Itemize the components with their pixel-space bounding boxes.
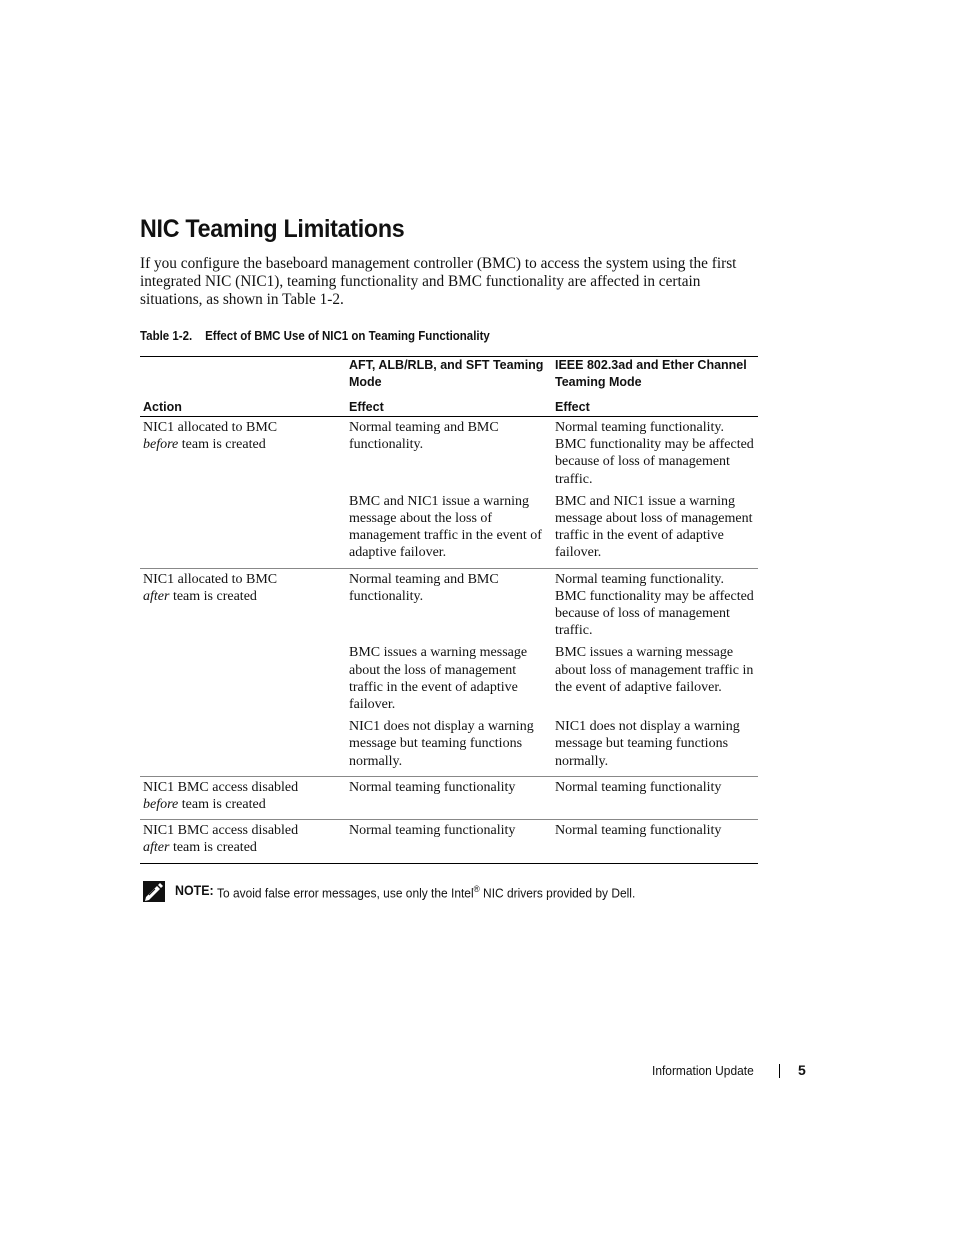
table-header-row	[140, 357, 758, 417]
action-emphasis: after	[143, 588, 170, 604]
action-cell	[140, 568, 346, 639]
note-label: NOTE:	[175, 883, 214, 898]
note-text	[217, 884, 635, 900]
action-cell	[140, 488, 346, 568]
aft-effect-cell: Normal teaming and BMC functionality.	[349, 420, 499, 453]
registered-mark: ®	[473, 884, 480, 894]
action-cell	[140, 776, 346, 819]
table-row	[140, 639, 758, 713]
intro-paragraph: If you configure the baseboard management controller (BMC) to access the system using the first integrated NIC (NIC1), teaming functionality and BMC functionality are affected in certain situations, as shown in Table 1-2.	[140, 255, 737, 309]
action-cell	[140, 713, 346, 776]
action-suffix: team is created	[178, 437, 266, 453]
table-row	[140, 820, 758, 863]
page-number: 5	[798, 1062, 806, 1078]
header-aft-effect-label: Effect	[349, 400, 384, 414]
ieee-effect-cell: Normal teaming functionality. BMC functionality may be affected because of loss of management traffic.	[555, 571, 754, 639]
pencil-note-icon	[143, 881, 165, 902]
section-title: NIC Teaming Limitations	[140, 215, 405, 243]
header-action-label: Action	[143, 400, 182, 414]
action-prefix: NIC1 allocated to BMC	[143, 571, 278, 587]
aft-effect-cell: NIC1 does not display a warning message but teaming functions normally.	[346, 713, 552, 776]
table-row	[140, 488, 758, 568]
action-prefix: NIC1 BMC access disabled	[143, 823, 299, 839]
ieee-effect-cell: BMC and NIC1 issue a warning message about loss of management traffic in the event of adaptive failover.	[552, 488, 758, 568]
action-suffix: team is created	[169, 840, 257, 856]
aft-effect-cell: Normal teaming functionality	[346, 776, 552, 819]
action-emphasis: after	[143, 840, 170, 856]
header-ieee-mode	[552, 357, 758, 417]
action-prefix: NIC1 BMC access disabled	[143, 779, 299, 795]
aft-effect-cell: Normal teaming and BMC functionality.	[349, 571, 499, 604]
action-cell	[140, 639, 346, 713]
ieee-effect-cell: Normal teaming functionality	[552, 776, 758, 819]
ieee-effect-cell: BMC issues a warning message about loss of management traffic in the event of adaptive failover.	[555, 645, 754, 695]
teaming-effects-table	[140, 356, 758, 864]
aft-effect-cell: BMC and NIC1 issue a warning message about the loss of management traffic in the event of adaptive failover.	[346, 488, 552, 568]
action-emphasis: before	[143, 437, 179, 453]
header-aft-mode	[346, 357, 552, 417]
aft-effect-cell: Normal teaming functionality	[349, 823, 516, 839]
note-text-before: To avoid false error messages, use only the Intel	[217, 885, 474, 901]
action-cell	[140, 417, 346, 488]
table-caption	[140, 329, 490, 343]
ieee-effect-cell: Normal teaming functionality	[555, 823, 722, 839]
footer-separator	[779, 1064, 780, 1078]
table-body	[140, 417, 758, 864]
table-row	[140, 776, 758, 819]
table-caption-title: Effect of BMC Use of NIC1 on Teaming Functionality	[205, 329, 490, 343]
action-prefix: NIC1 allocated to BMC	[143, 420, 278, 435]
aft-effect-cell: BMC issues a warning message about the loss of management traffic in the event of adaptive failover.	[349, 645, 528, 713]
header-ieee-mode-label: IEEE 802.3ad and Ether Channel Teaming Mode	[555, 358, 747, 389]
table-row	[140, 713, 758, 776]
ieee-effect-cell: NIC1 does not display a warning message but teaming functions normally.	[552, 713, 758, 776]
footer-label: Information Update	[652, 1063, 754, 1078]
header-action	[140, 357, 346, 417]
action-emphasis: before	[143, 797, 179, 813]
header-ieee-effect-label: Effect	[555, 400, 590, 414]
note-text-after: NIC drivers provided by Dell.	[479, 885, 636, 901]
action-cell	[140, 820, 346, 863]
ieee-effect-cell: Normal teaming functionality. BMC functionality may be affected because of loss of management traffic.	[555, 420, 754, 487]
header-aft-mode-label: AFT, ALB/RLB, and SFT Teaming Mode	[349, 358, 544, 389]
table-caption-label: Table 1-2.	[140, 329, 193, 343]
action-suffix: team is created	[178, 797, 266, 813]
table-row	[140, 568, 758, 639]
table-row	[140, 417, 758, 488]
action-suffix: team is created	[169, 588, 257, 604]
page-footer	[652, 1062, 812, 1080]
